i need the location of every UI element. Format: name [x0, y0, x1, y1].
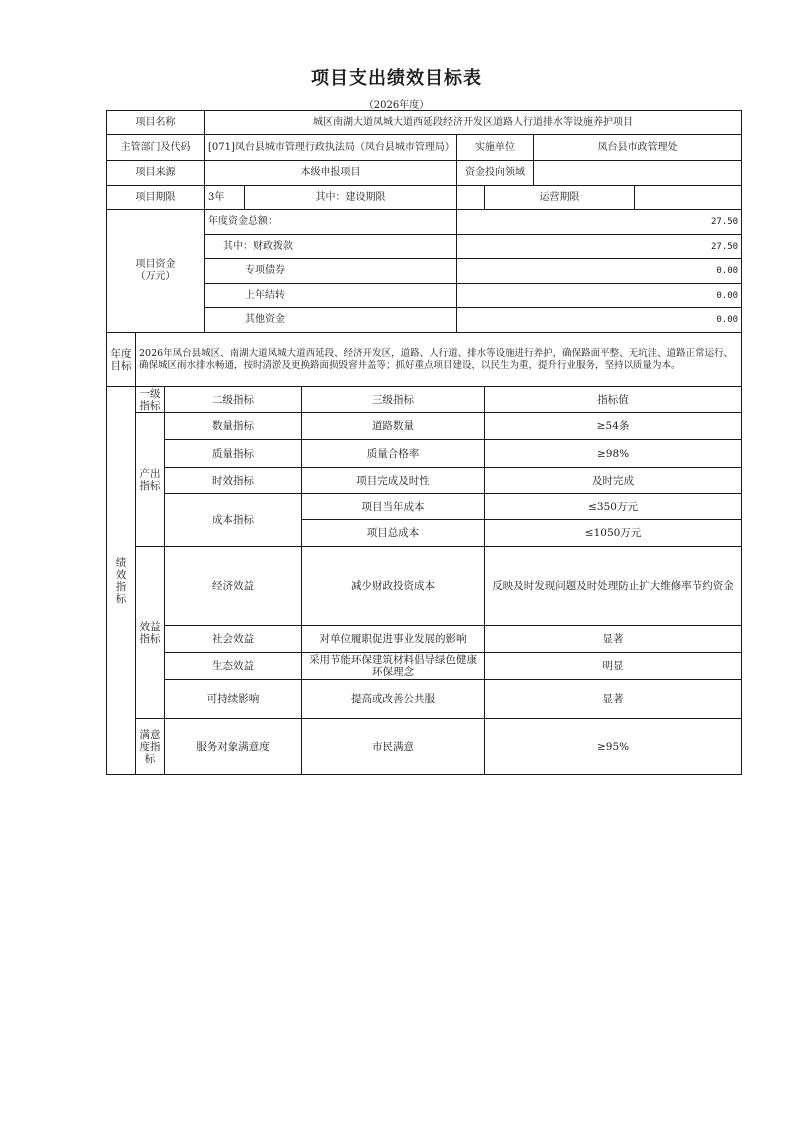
output-indicators-label: 产出 指标 — [136, 413, 165, 547]
fund-row-value: 27.50 — [457, 235, 742, 259]
indicator-level2: 服务对象满意度 — [165, 719, 302, 775]
performance-indicators-label: 绩 效 指 标 — [107, 387, 136, 775]
project-funds-label: 项目资金 （万元） — [107, 210, 205, 333]
indicator-level3: 采用节能环保建筑材料倡导绿色健康环保理念 — [302, 653, 485, 680]
department-row — [107, 135, 742, 161]
annual-goal-row — [107, 333, 742, 387]
annual-goal-label: 年度 目标 — [107, 333, 136, 387]
indicator-value: ≥95% — [485, 719, 742, 775]
indicator-level3: 对单位履职促进事业发展的影响 — [302, 626, 485, 653]
project-name-value: 城区南湖大道凤城大道西延段经济开发区道路人行道排水等设施养护项目 — [205, 111, 742, 135]
project-source-label: 项目来源 — [107, 161, 205, 186]
indicator-level3: 质量合格率 — [302, 440, 485, 468]
indicator-level2: 社会效益 — [165, 626, 302, 653]
indicator-level2: 经济效益 — [165, 547, 302, 626]
project-period-value: 3年 — [205, 186, 245, 210]
fund-row-value: 27.50 — [457, 210, 742, 235]
fund-row — [107, 210, 742, 235]
page-title: 项目支出绩效目标表 — [311, 68, 482, 89]
indicator-row — [107, 494, 742, 520]
project-name-label: 项目名称 — [107, 111, 205, 135]
indicator-value: 明显 — [485, 653, 742, 680]
fund-row-label: 专项债券 — [205, 259, 457, 284]
level1-header: 一级 指标 — [136, 387, 165, 413]
indicator-value: ≥54条 — [485, 413, 742, 440]
indicator-level2: 数量指标 — [165, 413, 302, 440]
fund-row-label: 其中：财政拨款 — [205, 235, 457, 259]
indicator-value: 显著 — [485, 680, 742, 719]
indicator-row — [107, 719, 742, 775]
indicator-value: ≥98% — [485, 440, 742, 468]
project-source-value: 本级申报项目 — [205, 161, 457, 186]
implementing-unit-label: 实施单位 — [457, 135, 534, 161]
indicator-row — [107, 653, 742, 680]
annual-goal-text: 2026年凤台县城区、南湖大道凤城大道西延段、经济开发区，道路、人行道、排水等设施进行养护，确保路面平整、无坑洼、道路正常运行、确保城区雨水排水畅通，按时清淤及更换路面损毁窨井盖等；抓好重点项目建设，以民生为重，提升行业服务，坚持以质量为本。 — [136, 333, 742, 387]
fund-row-value: 0.00 — [457, 308, 742, 333]
operation-period-label: 运营期限 — [485, 186, 635, 210]
indicator-value-header: 指标值 — [485, 387, 742, 413]
indicator-row — [107, 680, 742, 719]
level2-header: 二级指标 — [165, 387, 302, 413]
project-period-label: 项目期限 — [107, 186, 205, 210]
indicator-header-row — [107, 387, 742, 413]
performance-target-table — [106, 110, 742, 775]
indicator-value: 及时完成 — [485, 468, 742, 494]
indicator-value: ≤1050万元 — [485, 520, 742, 547]
fund-row-label: 上年结转 — [205, 284, 457, 308]
operation-period-value — [635, 186, 742, 210]
department-label: 主管部门及代码 — [107, 135, 205, 161]
indicator-row — [107, 547, 742, 626]
indicator-row — [107, 468, 742, 494]
fiscal-year-subtitle: （2026年度） — [363, 100, 430, 111]
indicator-level3: 市民满意 — [302, 719, 485, 775]
indicator-level2: 可持续影响 — [165, 680, 302, 719]
indicator-row — [107, 626, 742, 653]
indicator-level3: 道路数量 — [302, 413, 485, 440]
indicator-level3: 项目完成及时性 — [302, 468, 485, 494]
level3-header: 三级指标 — [302, 387, 485, 413]
indicator-level2: 时效指标 — [165, 468, 302, 494]
project-source-row — [107, 161, 742, 186]
indicator-level2: 成本指标 — [165, 494, 302, 547]
indicator-row — [107, 440, 742, 468]
fund-field-value — [534, 161, 742, 186]
implementing-unit-value: 凤台县市政管理处 — [534, 135, 742, 161]
indicator-row — [107, 413, 742, 440]
fund-field-label: 资金投向领域 — [457, 161, 534, 186]
indicator-value: 反映及时发现问题及时处理防止扩大维修率节约资金 — [485, 547, 742, 626]
indicator-level3: 减少财政投资成本 — [302, 547, 485, 626]
indicator-level2: 质量指标 — [165, 440, 302, 468]
satisfaction-indicators-label: 满意 度指 标 — [136, 719, 165, 775]
indicator-value: ≤350万元 — [485, 494, 742, 520]
fund-row-value: 0.00 — [457, 284, 742, 308]
build-period-label: 其中：建设期限 — [245, 186, 457, 210]
benefit-indicators-label: 效益 指标 — [136, 547, 165, 719]
indicator-level3: 项目总成本 — [302, 520, 485, 547]
department-value: [071]凤台县城市管理行政执法局（凤台县城市管理局） — [205, 135, 457, 161]
fund-row-label: 其他资金 — [205, 308, 457, 333]
indicator-level2: 生态效益 — [165, 653, 302, 680]
fund-row-label: 年度资金总额： — [205, 210, 457, 235]
indicator-value: 显著 — [485, 626, 742, 653]
project-period-row — [107, 186, 742, 210]
fund-row-value: 0.00 — [457, 259, 742, 284]
indicator-level3: 项目当年成本 — [302, 494, 485, 520]
build-period-value — [457, 186, 485, 210]
project-name-row — [107, 111, 742, 135]
indicator-level3: 提高或改善公共服 — [302, 680, 485, 719]
